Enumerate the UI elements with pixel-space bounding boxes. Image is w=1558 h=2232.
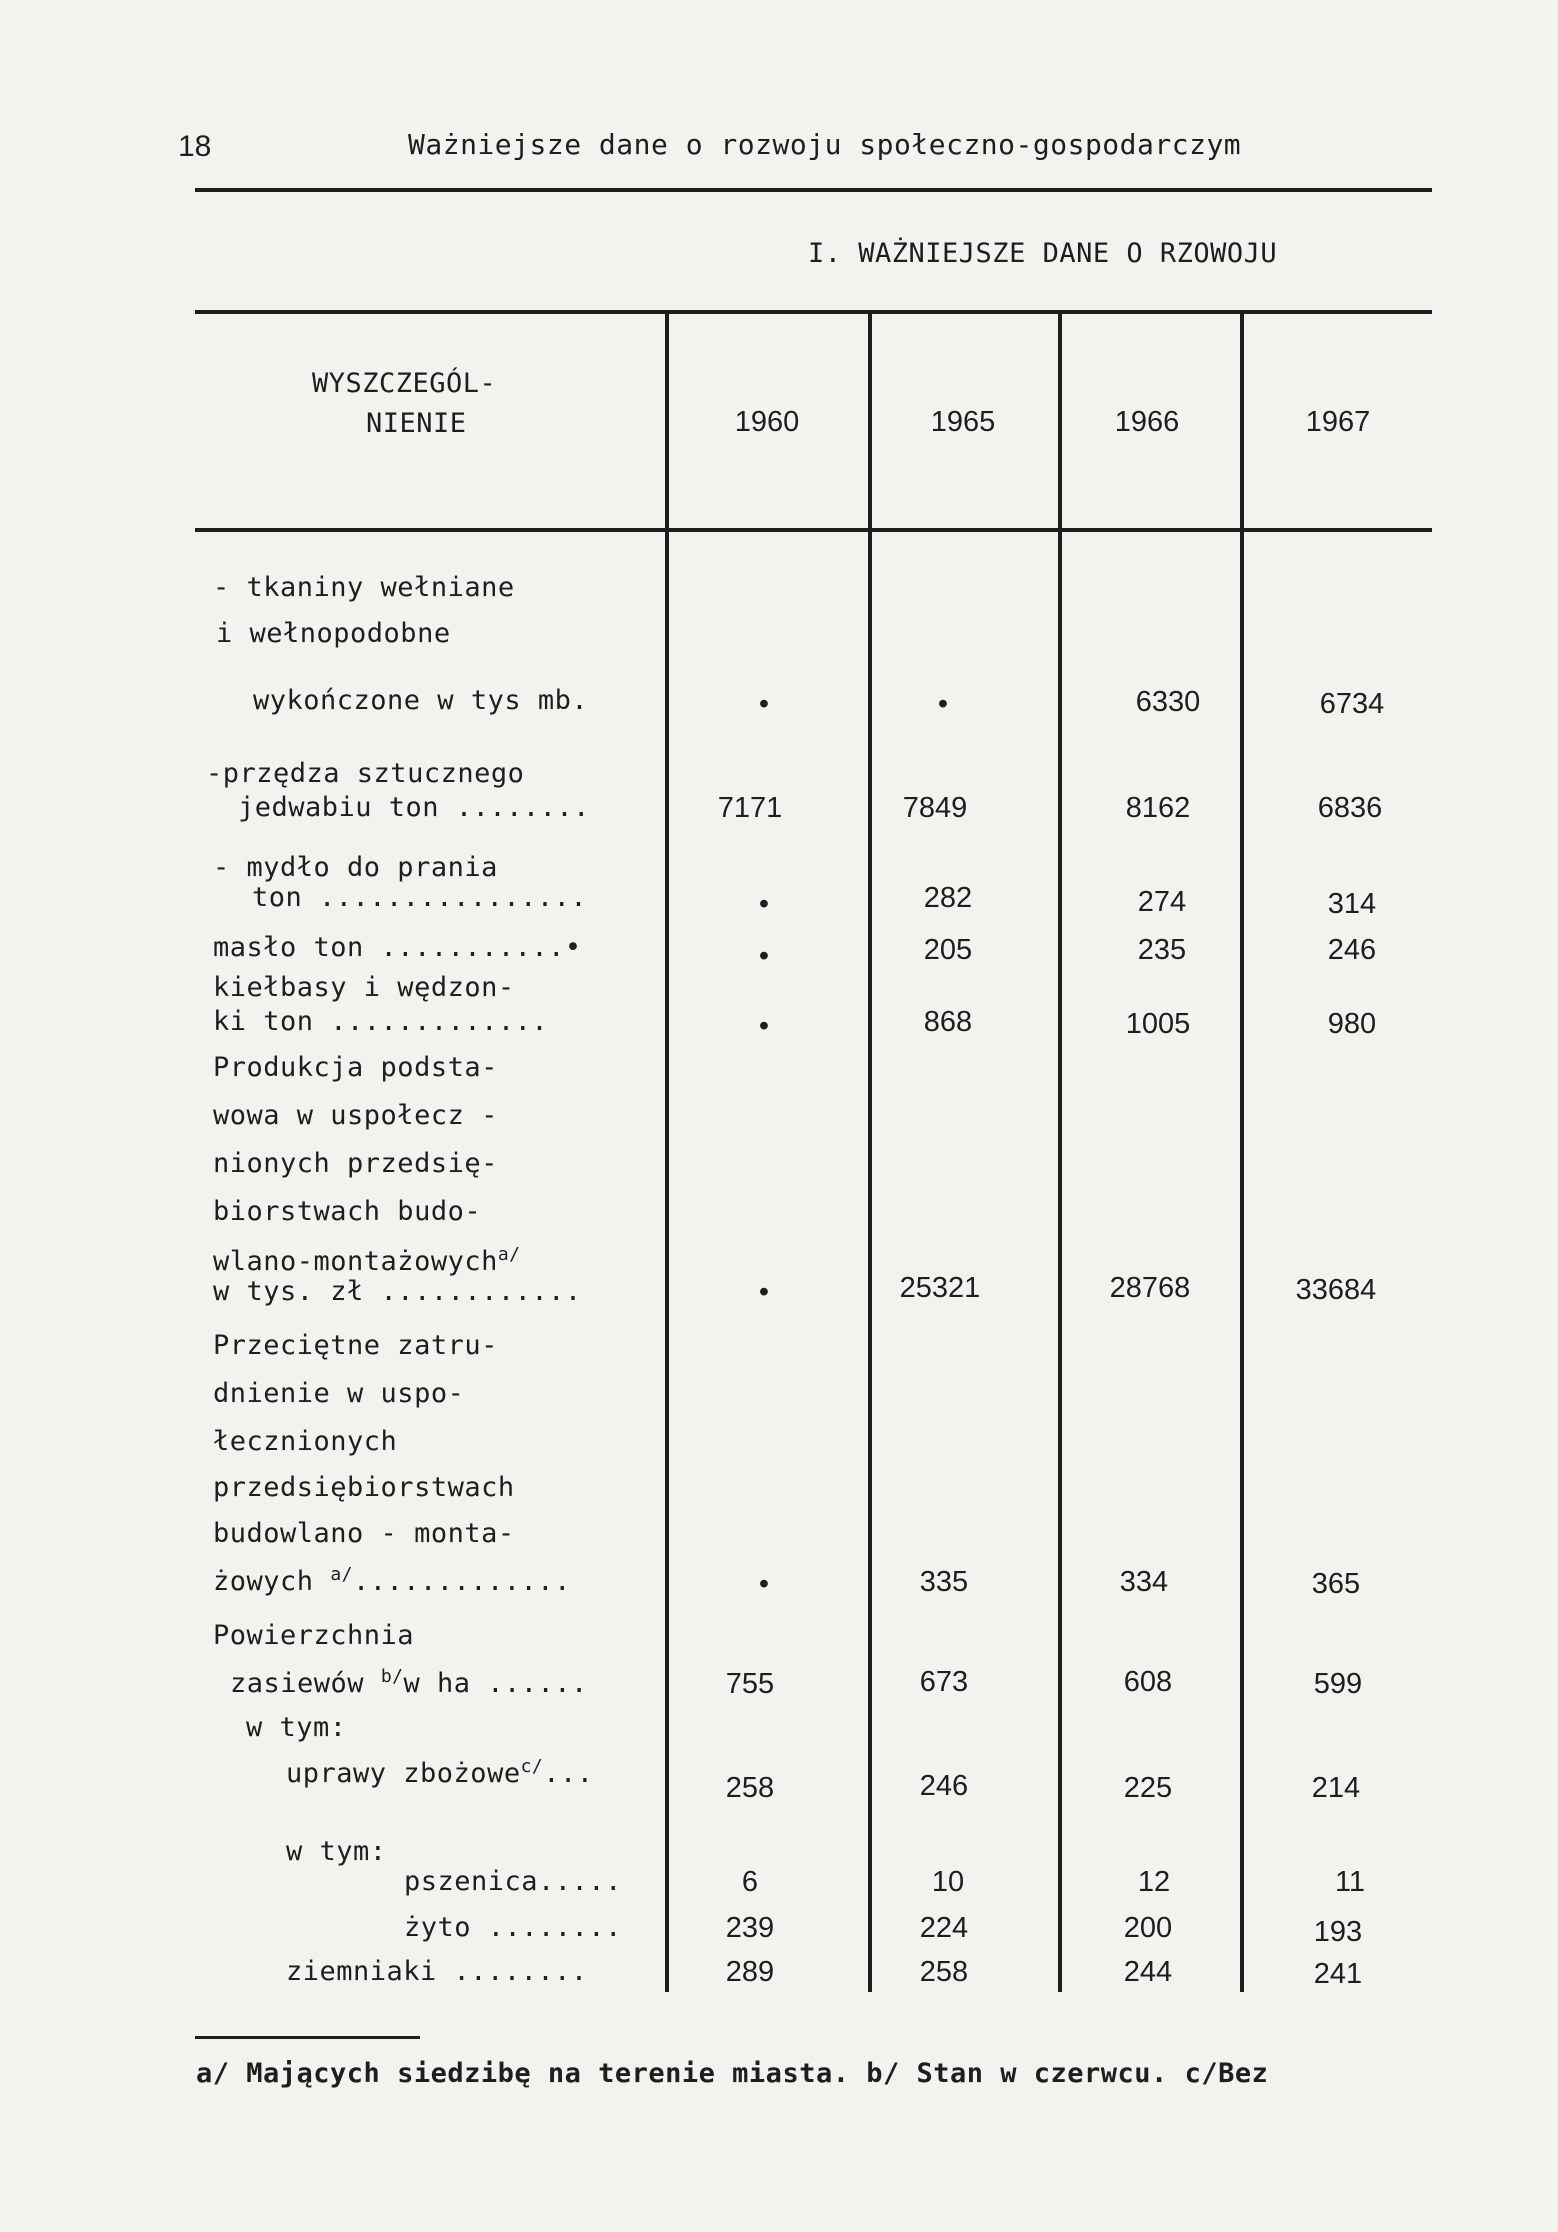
- table-cell: 314: [1327, 888, 1377, 920]
- table-cell: 282: [923, 882, 973, 914]
- table-cell: 244: [1123, 1956, 1173, 1988]
- row-label: ki ton .............: [213, 1006, 549, 1037]
- table-cell: 599: [1313, 1668, 1363, 1700]
- table-cell: 235: [1137, 934, 1187, 966]
- row-label: uprawy zbożowe$^{c/}$...: [286, 1756, 594, 1789]
- table-cell: 11: [1334, 1866, 1366, 1898]
- table-cell: •: [758, 1276, 770, 1308]
- table-cell: 673: [919, 1666, 969, 1698]
- table-cell: 6734: [1319, 688, 1385, 720]
- header-year: 1960: [734, 406, 800, 438]
- table-cell: 868: [923, 1006, 973, 1038]
- table-cell: 8162: [1125, 792, 1191, 824]
- row-label: jedwabiu ton ........: [238, 792, 590, 823]
- table-cell: 6: [741, 1866, 759, 1898]
- row-label: -przędza sztucznego: [206, 758, 525, 789]
- row-label: zasiewów $^{b/}$w ha ......: [230, 1666, 588, 1699]
- table-cell: 755: [725, 1668, 775, 1700]
- row-label: żowych $^{a/}$.............: [213, 1564, 571, 1597]
- row-label: łecznionych: [213, 1426, 398, 1457]
- table-cell: 239: [725, 1912, 775, 1944]
- header-year: 1967: [1305, 406, 1371, 438]
- table-cell: •: [758, 888, 770, 920]
- table-cell: 608: [1123, 1666, 1173, 1698]
- footnote-marker: a/: [330, 1564, 353, 1585]
- table-cell: 193: [1313, 1916, 1363, 1948]
- table-cell: 225: [1123, 1772, 1173, 1804]
- table-cell: 246: [1327, 934, 1377, 966]
- table-cell: •: [758, 1568, 770, 1600]
- column-divider: [1058, 312, 1062, 1992]
- row-label: biorstwach budo-: [213, 1196, 482, 1227]
- header-description: NIENIE: [366, 408, 467, 439]
- footnote-marker: c/: [520, 1756, 544, 1777]
- footnote: a/ Mających siedzibę na terenie miasta. b/ Stan w czerwcu. c/Bez: [196, 2058, 1269, 2089]
- table-cell: 365: [1311, 1568, 1361, 1600]
- row-label: w tys. zł ............: [213, 1276, 582, 1307]
- table-cell: 980: [1327, 1008, 1377, 1040]
- row-label: masło ton ...........•: [213, 932, 582, 963]
- header-year: 1966: [1114, 406, 1180, 438]
- row-label: Produkcja podsta-: [213, 1052, 498, 1083]
- table-cell: 205: [923, 934, 973, 966]
- table-cell: 224: [919, 1912, 969, 1944]
- table-cell: •: [937, 688, 949, 720]
- table-cell: •: [758, 940, 770, 972]
- row-label: żyto ........: [404, 1912, 622, 1943]
- table-top-rule: [195, 310, 1432, 314]
- row-label: wlano-montażowych$^{a/}$: [213, 1244, 521, 1277]
- table-cell: 7171: [717, 792, 783, 824]
- table-cell: 1005: [1125, 1008, 1191, 1040]
- table-cell: 258: [919, 1956, 969, 1988]
- running-title: Ważniejsze dane o rozwoju społeczno-gospodarczym: [408, 128, 1242, 161]
- table-cell: 258: [725, 1772, 775, 1804]
- header-description: WYSZCZEGÓL-: [312, 368, 497, 399]
- table-cell: 274: [1137, 886, 1187, 918]
- table-title: I. WAŻNIEJSZE DANE O RZOWOJU: [808, 238, 1278, 269]
- row-label: kiełbasy i wędzon-: [213, 972, 515, 1003]
- column-divider: [1240, 312, 1244, 1992]
- row-label: wykończone w tys mb.: [253, 685, 589, 716]
- table-cell: 334: [1119, 1566, 1169, 1598]
- header-rule: [195, 188, 1432, 192]
- footnote-marker: a/: [497, 1244, 521, 1265]
- row-label: ton ................: [252, 882, 588, 913]
- table-cell: 7849: [902, 792, 968, 824]
- table-header-rule: [195, 528, 1432, 532]
- row-label: przedsiębiorstwach: [213, 1472, 515, 1503]
- row-label: Przeciętne zatru-: [213, 1330, 498, 1361]
- row-label: wowa w uspołecz -: [213, 1100, 498, 1131]
- table-cell: 6836: [1317, 792, 1383, 824]
- table-cell: 12: [1137, 1866, 1171, 1898]
- table-cell: 25321: [899, 1272, 981, 1304]
- table-cell: •: [758, 688, 770, 720]
- header-year: 1965: [930, 406, 996, 438]
- table-cell: 246: [919, 1770, 969, 1802]
- table-cell: 335: [919, 1566, 969, 1598]
- table-cell: 10: [931, 1866, 965, 1898]
- row-label: i wełnopodobne: [216, 618, 451, 649]
- column-divider: [665, 312, 669, 1992]
- column-divider: [868, 312, 872, 1992]
- table-cell: 6330: [1135, 686, 1201, 718]
- row-label: nionych przedsię-: [213, 1148, 498, 1179]
- table-cell: 200: [1123, 1912, 1173, 1944]
- row-label: dnienie w uspo-: [213, 1378, 465, 1409]
- table-cell: 241: [1313, 1958, 1363, 1990]
- row-label: ziemniaki ........: [286, 1956, 588, 1987]
- table-cell: 214: [1311, 1772, 1361, 1804]
- footnote-rule: [195, 2036, 420, 2039]
- table-cell: 33684: [1295, 1274, 1377, 1306]
- table-cell: •: [758, 1010, 770, 1042]
- table-cell: 28768: [1109, 1272, 1191, 1304]
- row-label: pszenica.....: [404, 1866, 622, 1897]
- row-label: budowlano - monta-: [213, 1518, 515, 1549]
- row-label: w tym:: [246, 1712, 347, 1743]
- row-label: - tkaniny wełniane: [213, 572, 515, 603]
- row-label: Powierzchnia: [213, 1620, 415, 1651]
- row-label: - mydło do prania: [213, 852, 498, 883]
- footnote-marker: b/: [380, 1666, 404, 1687]
- table-cell: 289: [725, 1956, 775, 1988]
- row-label: w tym:: [286, 1836, 387, 1867]
- page-number: 18: [178, 130, 212, 163]
